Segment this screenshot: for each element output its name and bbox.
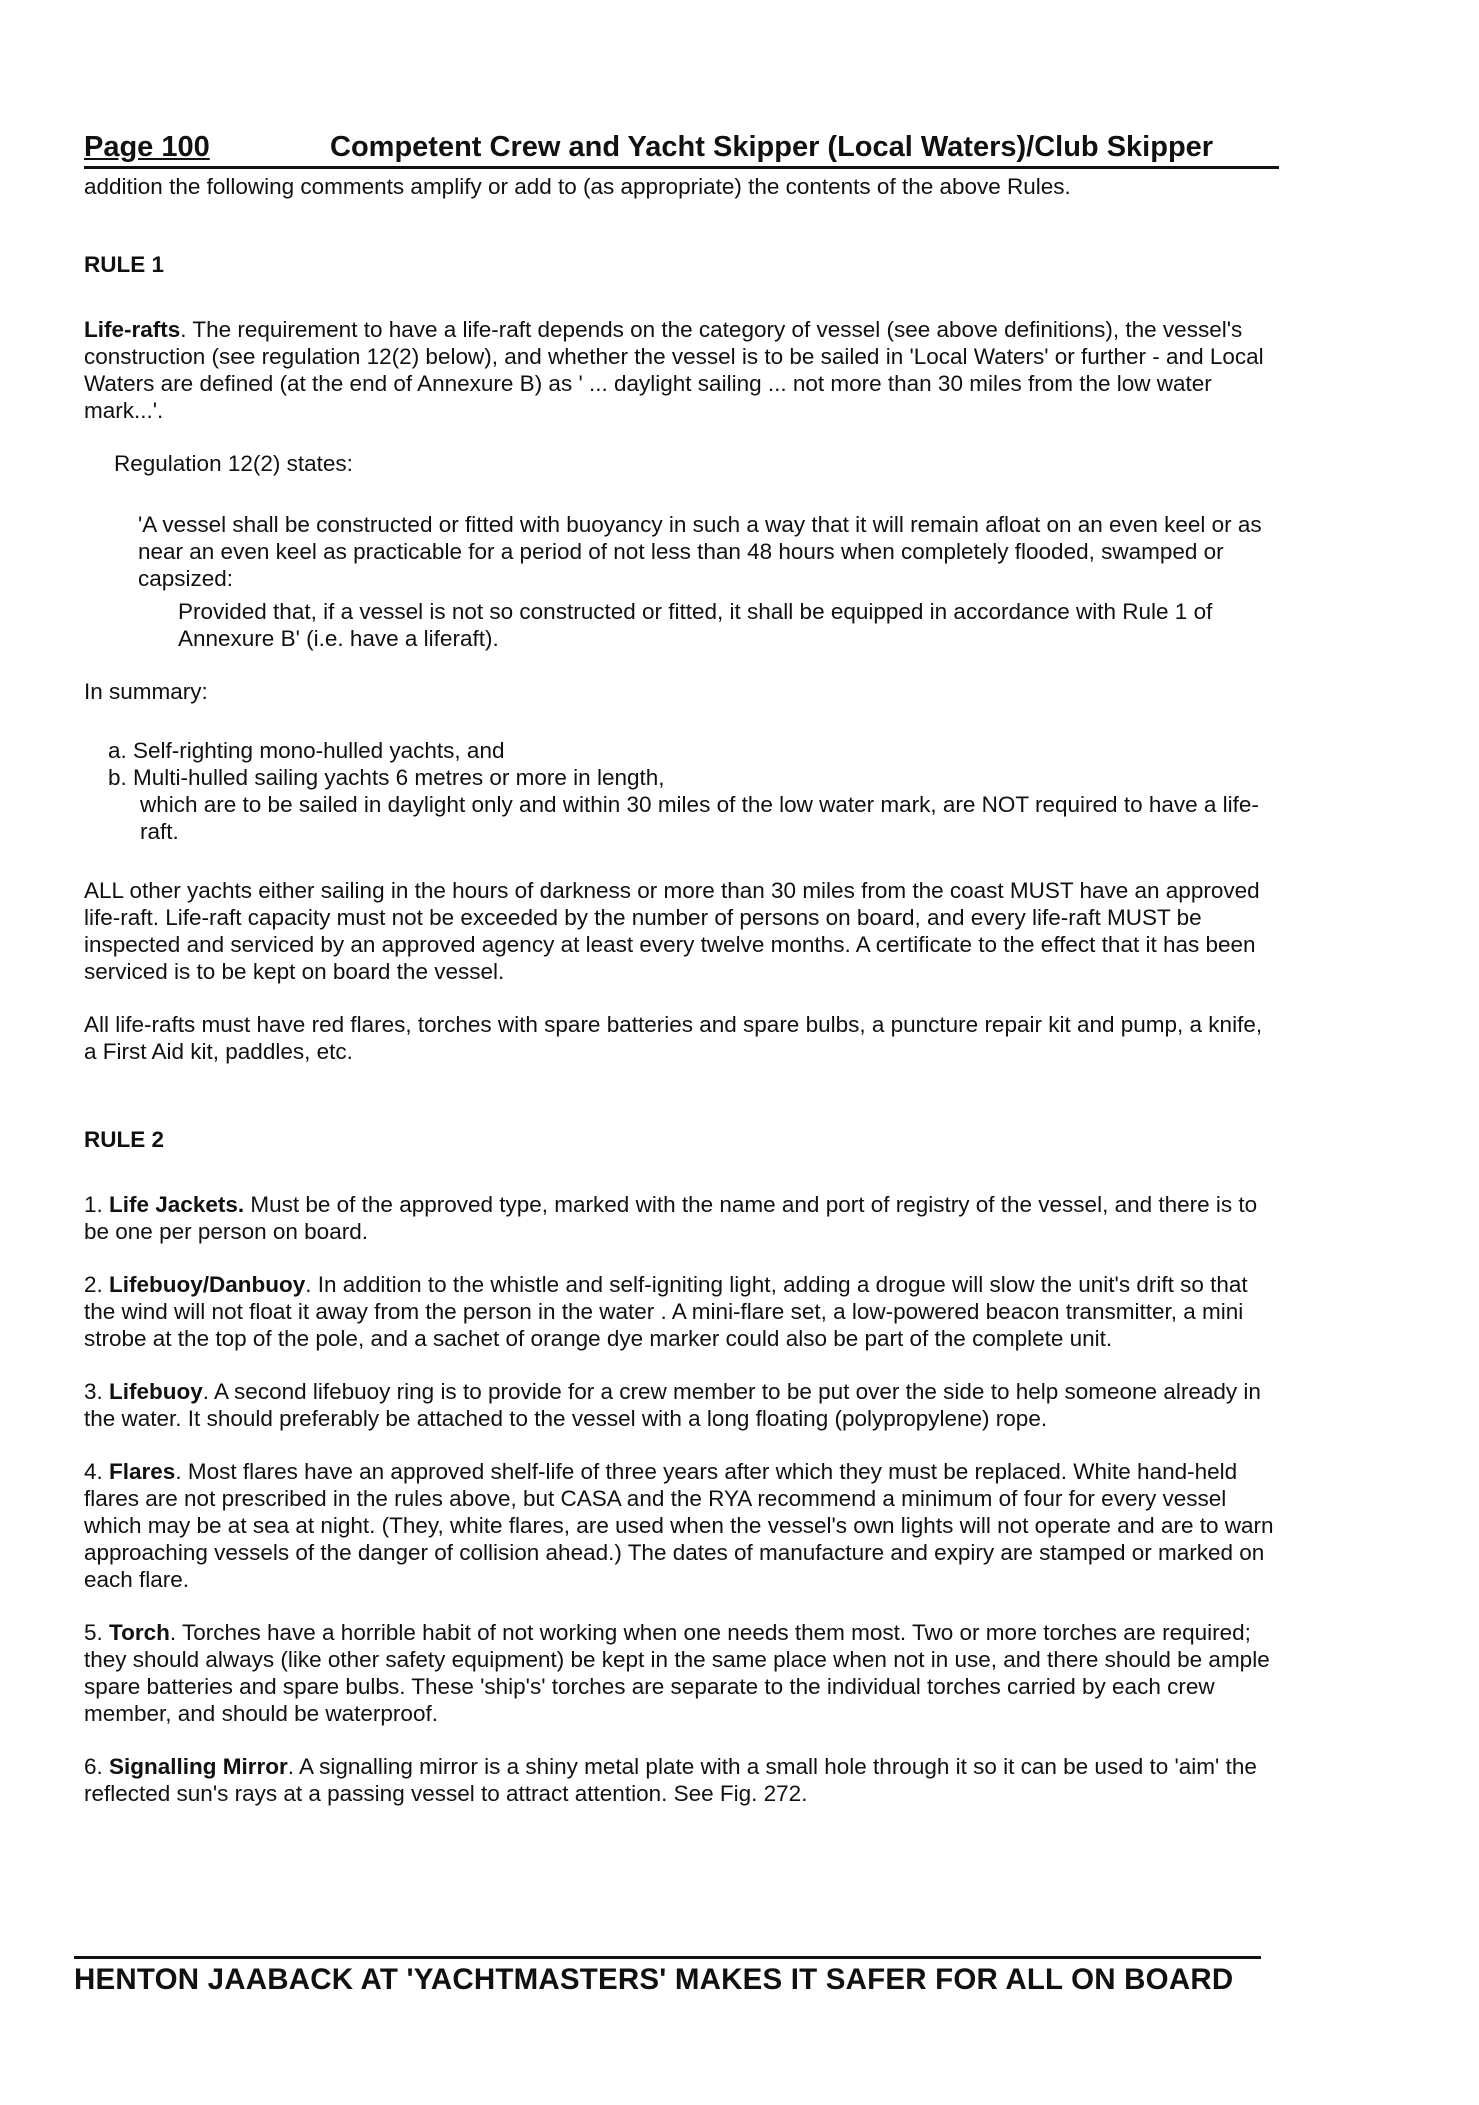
rule-2-item-life-jackets: [84, 1191, 1279, 1245]
item-text: . Most flares have an approved shelf-life of three years after which they must be replaced. White hand-held flares are not prescribed in the rules above, but CASA and the RYA recommend a minimum of four for every vessel which may be at sea at night. (They, white flares, are used when the vessel's own lights will not operate and are to warn approaching vessels of the danger of collision ahead.) The dates of manufacture and expiry are stamped or marked on each flare.: [84, 1459, 1274, 1592]
rule-2-heading: RULE 2: [84, 1127, 165, 1152]
summary-tail: which are to be sailed in daylight only and within 30 miles of the low water mark, are NOT required to have a life-raft.: [140, 792, 1259, 844]
regulation-proviso: Provided that, if a vessel is not so constructed or fitted, it shall be equipped in accordance with Rule 1 of Annexure B' (i.e. have a liferaft).: [178, 599, 1213, 651]
item-number: 1.: [84, 1192, 110, 1217]
item-lead: Signalling Mirror: [109, 1754, 288, 1779]
item-lead: Life Jackets.: [109, 1192, 245, 1217]
summary-item-a: a. Self-righting mono-hulled yachts, and: [108, 738, 505, 763]
page-number: Page 100: [84, 131, 210, 163]
item-text: Must be of the approved type, marked with the name and port of registry of the vessel, and there is to be one per person on board.: [84, 1192, 1258, 1244]
rule-2-item-torch: [84, 1619, 1279, 1727]
item-text: . In addition to the whistle and self-igniting light, adding a drogue will slow the unit's drift so that the wind will not float it away from the person in the water . A mini-flare set, a low-powered beacon transmitter, a mini strobe at the top of the pole, and a sachet of orange dye marker could also be part of the complete unit.: [84, 1272, 1248, 1351]
summary-list: [108, 737, 1279, 845]
liferafts-lead: Life-rafts: [84, 317, 181, 342]
liferafts-paragraph: [84, 316, 1279, 424]
item-number: 4.: [84, 1459, 110, 1484]
item-text: . A signalling mirror is a shiny metal plate with a small hole through it so it can be used to 'aim' the reflected sun's rays at a passing vessel to attract attention. See Fig. 272.: [84, 1754, 1257, 1806]
all-liferafts-paragraph: All life-rafts must have red flares, torches with spare batteries and spare bulbs, a puncture repair kit and pump, a knife, a First Aid kit, paddles, etc.: [84, 1012, 1263, 1064]
item-lead: Torch: [109, 1620, 170, 1645]
all-other-yachts-paragraph: ALL other yachts either sailing in the hours of darkness or more than 30 miles from the coast MUST have an approved life-raft. Life-raft capacity must not be exceeded by the number of persons on board, and every life-raft MUST be inspected and serviced by an approved agency at least every twelve months. A certificate to the effect that it has been serviced is to be kept on board the vessel.: [84, 878, 1260, 984]
regulation-quote: 'A vessel shall be constructed or fitted with buoyancy in such a way that it will remain afloat on an even keel or as near an even keel as practicable for a period of not less than 48 hours when completely flooded, swamped or capsized:: [138, 512, 1262, 591]
regulation-label: Regulation 12(2) states:: [114, 451, 353, 476]
page-title: Competent Crew and Yacht Skipper (Local Waters)/Club Skipper: [330, 131, 1214, 163]
liferafts-text: . The requirement to have a life-raft depends on the category of vessel (see above definitions), the vessel's construction (see regulation 12(2) below), and whether the vessel is to be sailed in 'Local Waters' or further - and Local Waters are defined (at the end of Annexure B) as ' ... daylight sailing ... not more than 30 miles from the low water mark...'.: [84, 317, 1264, 423]
item-lead: Lifebuoy/Danbuoy: [109, 1272, 306, 1297]
item-number: 3.: [84, 1379, 110, 1404]
regulation-quote-block: [138, 511, 1279, 652]
rule-2-section: [84, 1127, 1279, 1807]
rule-1-heading: RULE 1: [84, 252, 165, 277]
rule-1-section: [84, 252, 1279, 1065]
page-footer: HENTON JAABACK AT 'YACHTMASTERS' MAKES IT SAFER FOR ALL ON BOARD: [74, 1956, 1261, 1997]
summary-label: In summary:: [84, 679, 208, 704]
item-number: 5.: [84, 1620, 110, 1645]
item-number: 2.: [84, 1272, 110, 1297]
rule-2-item-signalling-mirror: [84, 1753, 1279, 1807]
item-text: . A second lifebuoy ring is to provide for a crew member to be put over the side to help someone already in the water. It should preferably be attached to the vessel with a long floating (polypropylene) rope.: [84, 1379, 1261, 1431]
item-text: . Torches have a horrible habit of not working when one needs them most. Two or more torches are required; they should always (like other safety equipment) be kept in the same place when not in use, and there should be ample spare batteries and spare bulbs. These 'ship's' torches are separate to the individual torches carried by each crew member, and should be waterproof.: [84, 1620, 1270, 1726]
item-number: 6.: [84, 1754, 110, 1779]
page-header: [84, 130, 1279, 169]
rule-2-item-lifebuoy-danbuoy: [84, 1271, 1279, 1352]
item-lead: Flares: [109, 1459, 176, 1484]
intro-paragraph: addition the following comments amplify or add to (as appropriate) the contents of the above Rules.: [84, 174, 1071, 199]
summary-item-b: b. Multi-hulled sailing yachts 6 metres or more in length,: [108, 765, 665, 790]
rule-2-item-flares: [84, 1458, 1279, 1593]
rule-2-item-lifebuoy: [84, 1378, 1279, 1432]
item-lead: Lifebuoy: [109, 1379, 203, 1404]
